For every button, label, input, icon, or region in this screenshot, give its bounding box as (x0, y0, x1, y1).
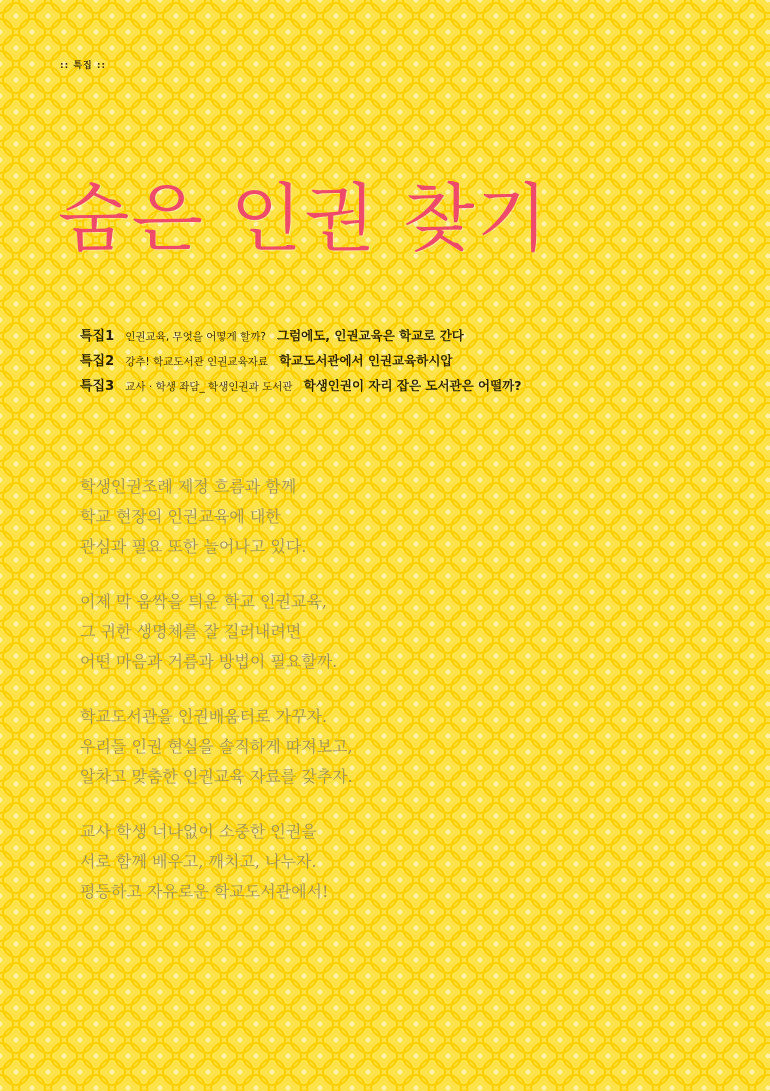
feature-number: 특집3 (80, 379, 115, 394)
feature-subtitle: 강추! 학교도서관 인권교육자료 (125, 356, 269, 368)
text-line: 어떤 마음과 거름과 방법이 필요할까. (80, 652, 338, 671)
feature-item (80, 372, 740, 397)
feature-subtitle: 교사 · 학생 좌담_ 학생인권과 도서관 (125, 381, 293, 393)
page-title: 숨은 인권 찾기 (58, 176, 550, 262)
text-line: 알차고 맞춤한 인권교육 자료를 갖추자. (80, 767, 353, 786)
paragraph (80, 817, 680, 907)
paragraph (80, 587, 680, 677)
feature-item (80, 322, 740, 347)
text-line: 학생인권조례 제정 흐름과 함께 (80, 477, 297, 496)
text-line: 학교 현장의 인권교육에 대한 (80, 507, 281, 526)
paragraph (80, 472, 680, 562)
text-line: 교사 학생 너나없이 소중한 인권을 (80, 822, 317, 841)
feature-subtitle: 인권교육, 무엇을 어떻게 할까? (125, 331, 266, 343)
text-line: 서로 함께 배우고, 깨치고, 나누자. (80, 852, 317, 871)
text-line: 학교도서관을 인권배움터로 가꾸자. (80, 707, 328, 726)
text-line: 우리들 인권 현실을 솔직하게 따져보고, (80, 737, 353, 756)
feature-list (80, 322, 740, 397)
text-line: 평등하고 자유로운 학교도서관에서! (80, 882, 329, 901)
feature-number: 특집1 (80, 329, 115, 344)
text-line: 이제 막 움싹을 틔운 학교 인권교육, (80, 592, 327, 611)
feature-number: 특집2 (80, 354, 115, 369)
intro-text (80, 472, 680, 932)
text-line: 관심과 필요 또한 늘어나고 있다. (80, 537, 307, 556)
feature-title: 그럼에도, 인권교육은 학교로 간다 (277, 328, 464, 343)
feature-title: 학생인권이 자리 잡은 도서관은 어떨까? (303, 378, 522, 393)
feature-item (80, 347, 740, 372)
feature-title: 학교도서관에서 인권교육하시압 (279, 353, 453, 368)
section-tag: :: 특집 :: (60, 61, 107, 71)
text-line: 그 귀한 생명체를 잘 길러내려면 (80, 622, 302, 641)
paragraph (80, 702, 680, 792)
